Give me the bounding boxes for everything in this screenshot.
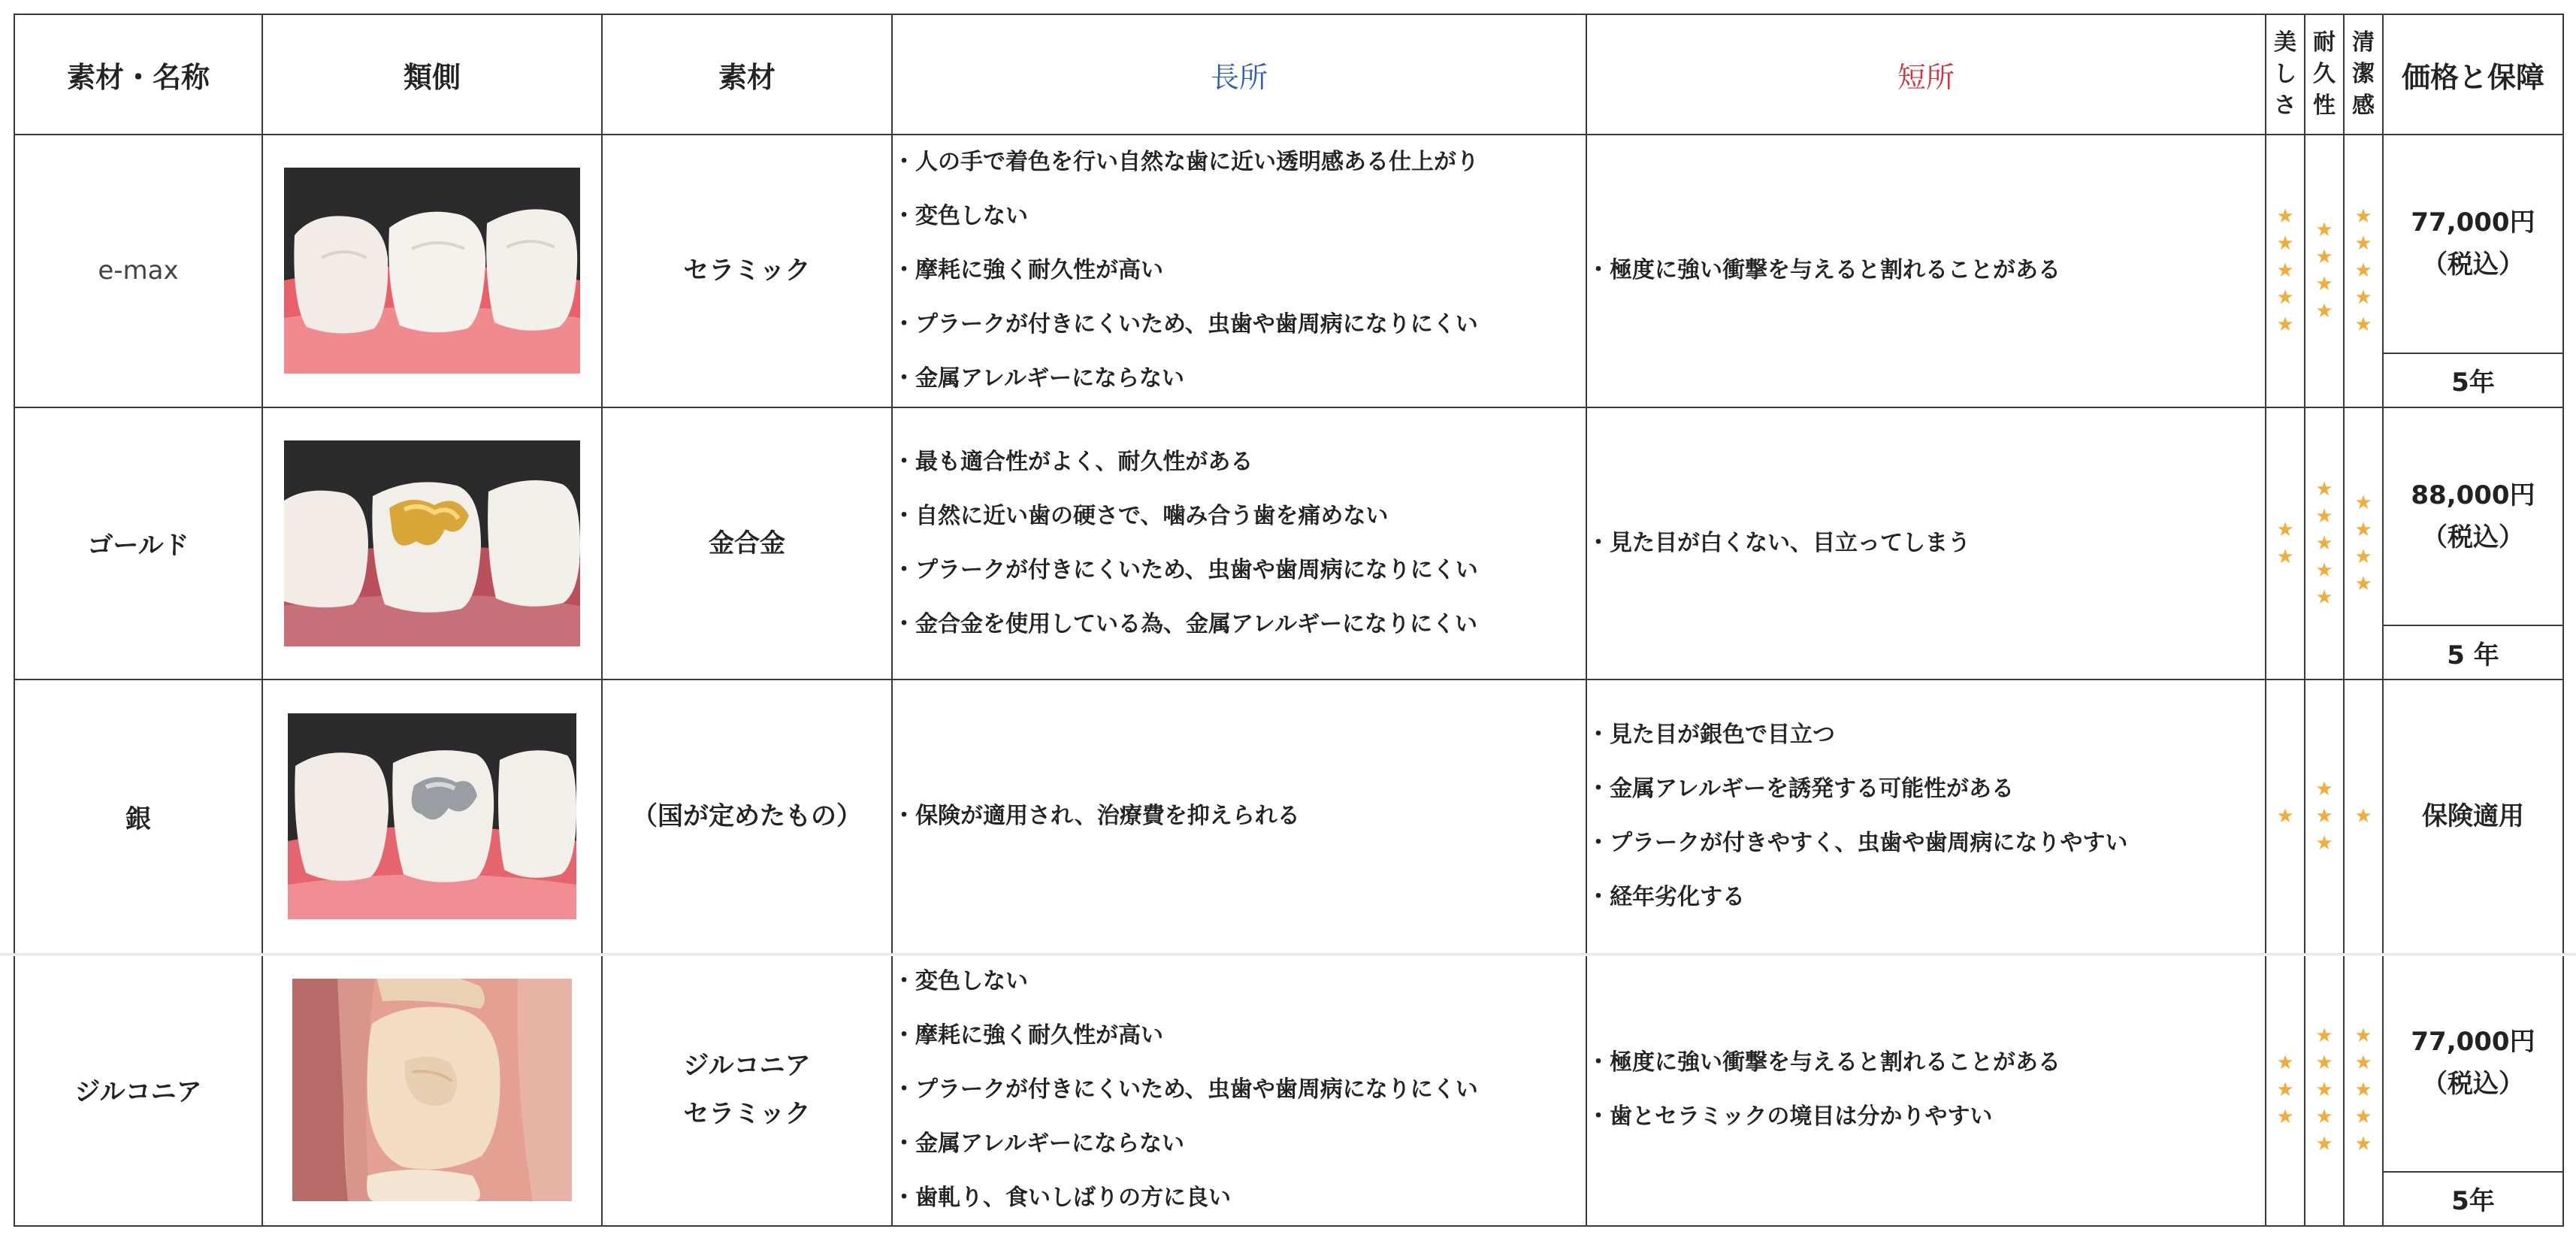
cons-list (1586, 954, 2266, 1227)
star-icon: ★ (2315, 558, 2333, 582)
tooth-image (288, 713, 576, 919)
table-row (14, 954, 2563, 1172)
header-material: 素材 (602, 14, 892, 135)
star-icon: ★ (2315, 778, 2333, 801)
cons-list (1586, 135, 2266, 407)
star-icon: ★ (2276, 286, 2294, 310)
header-pros: 長所 (892, 14, 1586, 135)
header-name: 素材・名称 (14, 14, 262, 135)
star-icon: ★ (2315, 477, 2333, 501)
cleanliness-rating (2344, 954, 2383, 1227)
beauty-rating (2266, 954, 2305, 1227)
star-icon: ★ (2315, 1132, 2333, 1155)
star-icon: ★ (2315, 300, 2333, 323)
table-row (14, 135, 2563, 353)
pros-item: ・プラークが付きにくいため、虫歯や歯周病になりにくい (893, 311, 1478, 338)
star-icon: ★ (2276, 805, 2294, 828)
pros-item: ・金属アレルギーにならない (893, 365, 1185, 392)
cons-item: ・経年劣化する (1587, 884, 1745, 911)
star-icon: ★ (2315, 531, 2333, 555)
header-cleanliness: 清 潔 感 (2344, 14, 2383, 135)
material-type: ジルコニア セラミック (602, 954, 892, 1227)
durability-rating (2305, 680, 2344, 953)
star-icon: ★ (2276, 1078, 2294, 1101)
cons-list (1586, 680, 2266, 953)
pros-item: ・歯軋り、食いしばりの方に良い (893, 1184, 1231, 1211)
cleanliness-rating (2344, 407, 2383, 680)
price-tax: （税込） (2422, 250, 2524, 280)
star-icon: ★ (2315, 1051, 2333, 1074)
header-row (14, 14, 2563, 135)
star-icon: ★ (2276, 1105, 2294, 1128)
material-name: e-max (14, 135, 262, 407)
pros-list (892, 135, 1586, 407)
star-icon: ★ (2354, 1051, 2372, 1074)
material-type: （国が定めたもの） (602, 680, 892, 953)
durability-rating (2305, 135, 2344, 407)
star-icon: ★ (2276, 545, 2294, 568)
price-tax: （税込） (2422, 522, 2524, 552)
star-icon: ★ (2315, 832, 2333, 855)
pros-item: ・変色しない (893, 203, 1028, 230)
star-icon: ★ (2354, 805, 2372, 828)
star-icon: ★ (2354, 491, 2372, 514)
pros-item: ・最も適合性がよく、耐久性がある (893, 448, 1253, 475)
beauty-rating (2266, 680, 2305, 953)
star-icon: ★ (2276, 232, 2294, 256)
pros-list (892, 954, 1586, 1227)
scan-line (0, 953, 2576, 956)
star-icon: ★ (2354, 1024, 2372, 1047)
cons-item: ・極度に強い衝撃を与えると割れることがある (1587, 1049, 2060, 1076)
tooth-photo-emax (262, 135, 602, 407)
star-icon: ★ (2315, 1105, 2333, 1128)
table-row (14, 680, 2563, 953)
header-durability: 耐 久 性 (2305, 14, 2344, 135)
star-icon: ★ (2315, 273, 2333, 296)
cons-item: ・プラークが付きやすく、虫歯や歯周病になりやすい (1587, 830, 2128, 857)
pros-item: ・摩耗に強く耐久性が高い (893, 257, 1163, 284)
material-type: 金合金 (602, 407, 892, 680)
star-icon: ★ (2354, 545, 2372, 568)
cons-list (1586, 407, 2266, 680)
star-icon: ★ (2276, 518, 2294, 541)
material-name: ゴールド (14, 407, 262, 680)
material-type: セラミック (602, 135, 892, 407)
pros-list (892, 407, 1586, 680)
durability-rating (2305, 954, 2344, 1227)
pros-item: ・人の手で着色を行い自然な歯に近い透明感ある仕上がり (893, 149, 1479, 176)
beauty-rating (2266, 135, 2305, 407)
material-name: ジルコニア (14, 954, 262, 1227)
star-icon: ★ (2354, 205, 2372, 229)
pros-item: ・自然に近い歯の硬さで、噛み合う歯を痛めない (893, 502, 1389, 529)
header-cons: 短所 (1586, 14, 2266, 135)
tooth-image (284, 440, 580, 646)
tooth-photo-zirconia (262, 954, 602, 1227)
pros-item: ・プラークが付きにくいため、虫歯や歯周病になりにくい (893, 1076, 1478, 1103)
star-icon: ★ (2315, 1078, 2333, 1101)
star-icon: ★ (2354, 518, 2372, 541)
pros-item: ・摩耗に強く耐久性が高い (893, 1022, 1163, 1049)
star-icon: ★ (2354, 232, 2372, 256)
cleanliness-rating (2344, 680, 2383, 953)
tooth-image (292, 979, 572, 1201)
warranty-years: 5年 (2383, 1172, 2563, 1226)
star-icon: ★ (2315, 219, 2333, 242)
star-icon: ★ (2354, 313, 2372, 337)
header-beauty: 美 し さ (2266, 14, 2305, 135)
cons-item: ・歯とセラミックの境目は分かりやすい (1587, 1103, 1993, 1130)
star-icon: ★ (2276, 313, 2294, 337)
price-cell (2383, 135, 2563, 353)
cons-item: ・金属アレルギーを誘発する可能性がある (1587, 776, 2015, 803)
pros-item: ・金合金を使用している為、金属アレルギーになりにくい (893, 610, 1478, 637)
pros-item: ・金属アレルギーにならない (893, 1130, 1185, 1157)
tooth-photo-gold (262, 407, 602, 680)
cons-item: ・見た目が銀色で目立つ (1587, 722, 1835, 749)
price-cell (2383, 407, 2563, 625)
star-icon: ★ (2276, 259, 2294, 283)
cons-item: ・極度に強い衝撃を与えると割れることがある (1587, 257, 2060, 284)
price-value: 88,000円 (2411, 480, 2535, 510)
comparison-table (14, 14, 2564, 1227)
header-price: 価格と保障 (2383, 14, 2563, 135)
price-tax: （税込） (2422, 1068, 2524, 1099)
tooth-image (284, 168, 580, 374)
cleanliness-rating (2344, 135, 2383, 407)
beauty-rating (2266, 407, 2305, 680)
price-value: 77,000円 (2411, 1026, 2535, 1057)
star-icon: ★ (2315, 586, 2333, 609)
star-icon: ★ (2354, 1078, 2372, 1101)
tooth-photo-silver (262, 680, 602, 953)
star-icon: ★ (2315, 504, 2333, 528)
cons-item: ・見た目が白くない、目立ってしまう (1587, 529, 1970, 556)
price-cell (2383, 954, 2563, 1172)
pros-list (892, 680, 1586, 953)
pros-item: ・プラークが付きにくいため、虫歯や歯周病になりにくい (893, 556, 1478, 583)
table-row (14, 407, 2563, 625)
star-icon: ★ (2276, 1051, 2294, 1074)
star-icon: ★ (2315, 805, 2333, 828)
star-icon: ★ (2276, 205, 2294, 229)
price-insurance: 保険適用 (2383, 680, 2563, 953)
price-value: 77,000円 (2411, 207, 2535, 238)
star-icon: ★ (2315, 1024, 2333, 1047)
warranty-years: 5 年 (2383, 625, 2563, 680)
star-icon: ★ (2315, 246, 2333, 269)
pros-item: ・保険が適用され、治療費を抑えられる (893, 803, 1300, 830)
pros-item: ・変色しない (893, 967, 1028, 994)
star-icon: ★ (2354, 286, 2372, 310)
star-icon: ★ (2354, 1105, 2372, 1128)
star-icon: ★ (2354, 259, 2372, 283)
star-icon: ★ (2354, 572, 2372, 595)
header-similar: 類側 (262, 14, 602, 135)
material-name: 銀 (14, 680, 262, 953)
warranty-years: 5年 (2383, 353, 2563, 407)
star-icon: ★ (2354, 1132, 2372, 1155)
durability-rating (2305, 407, 2344, 680)
